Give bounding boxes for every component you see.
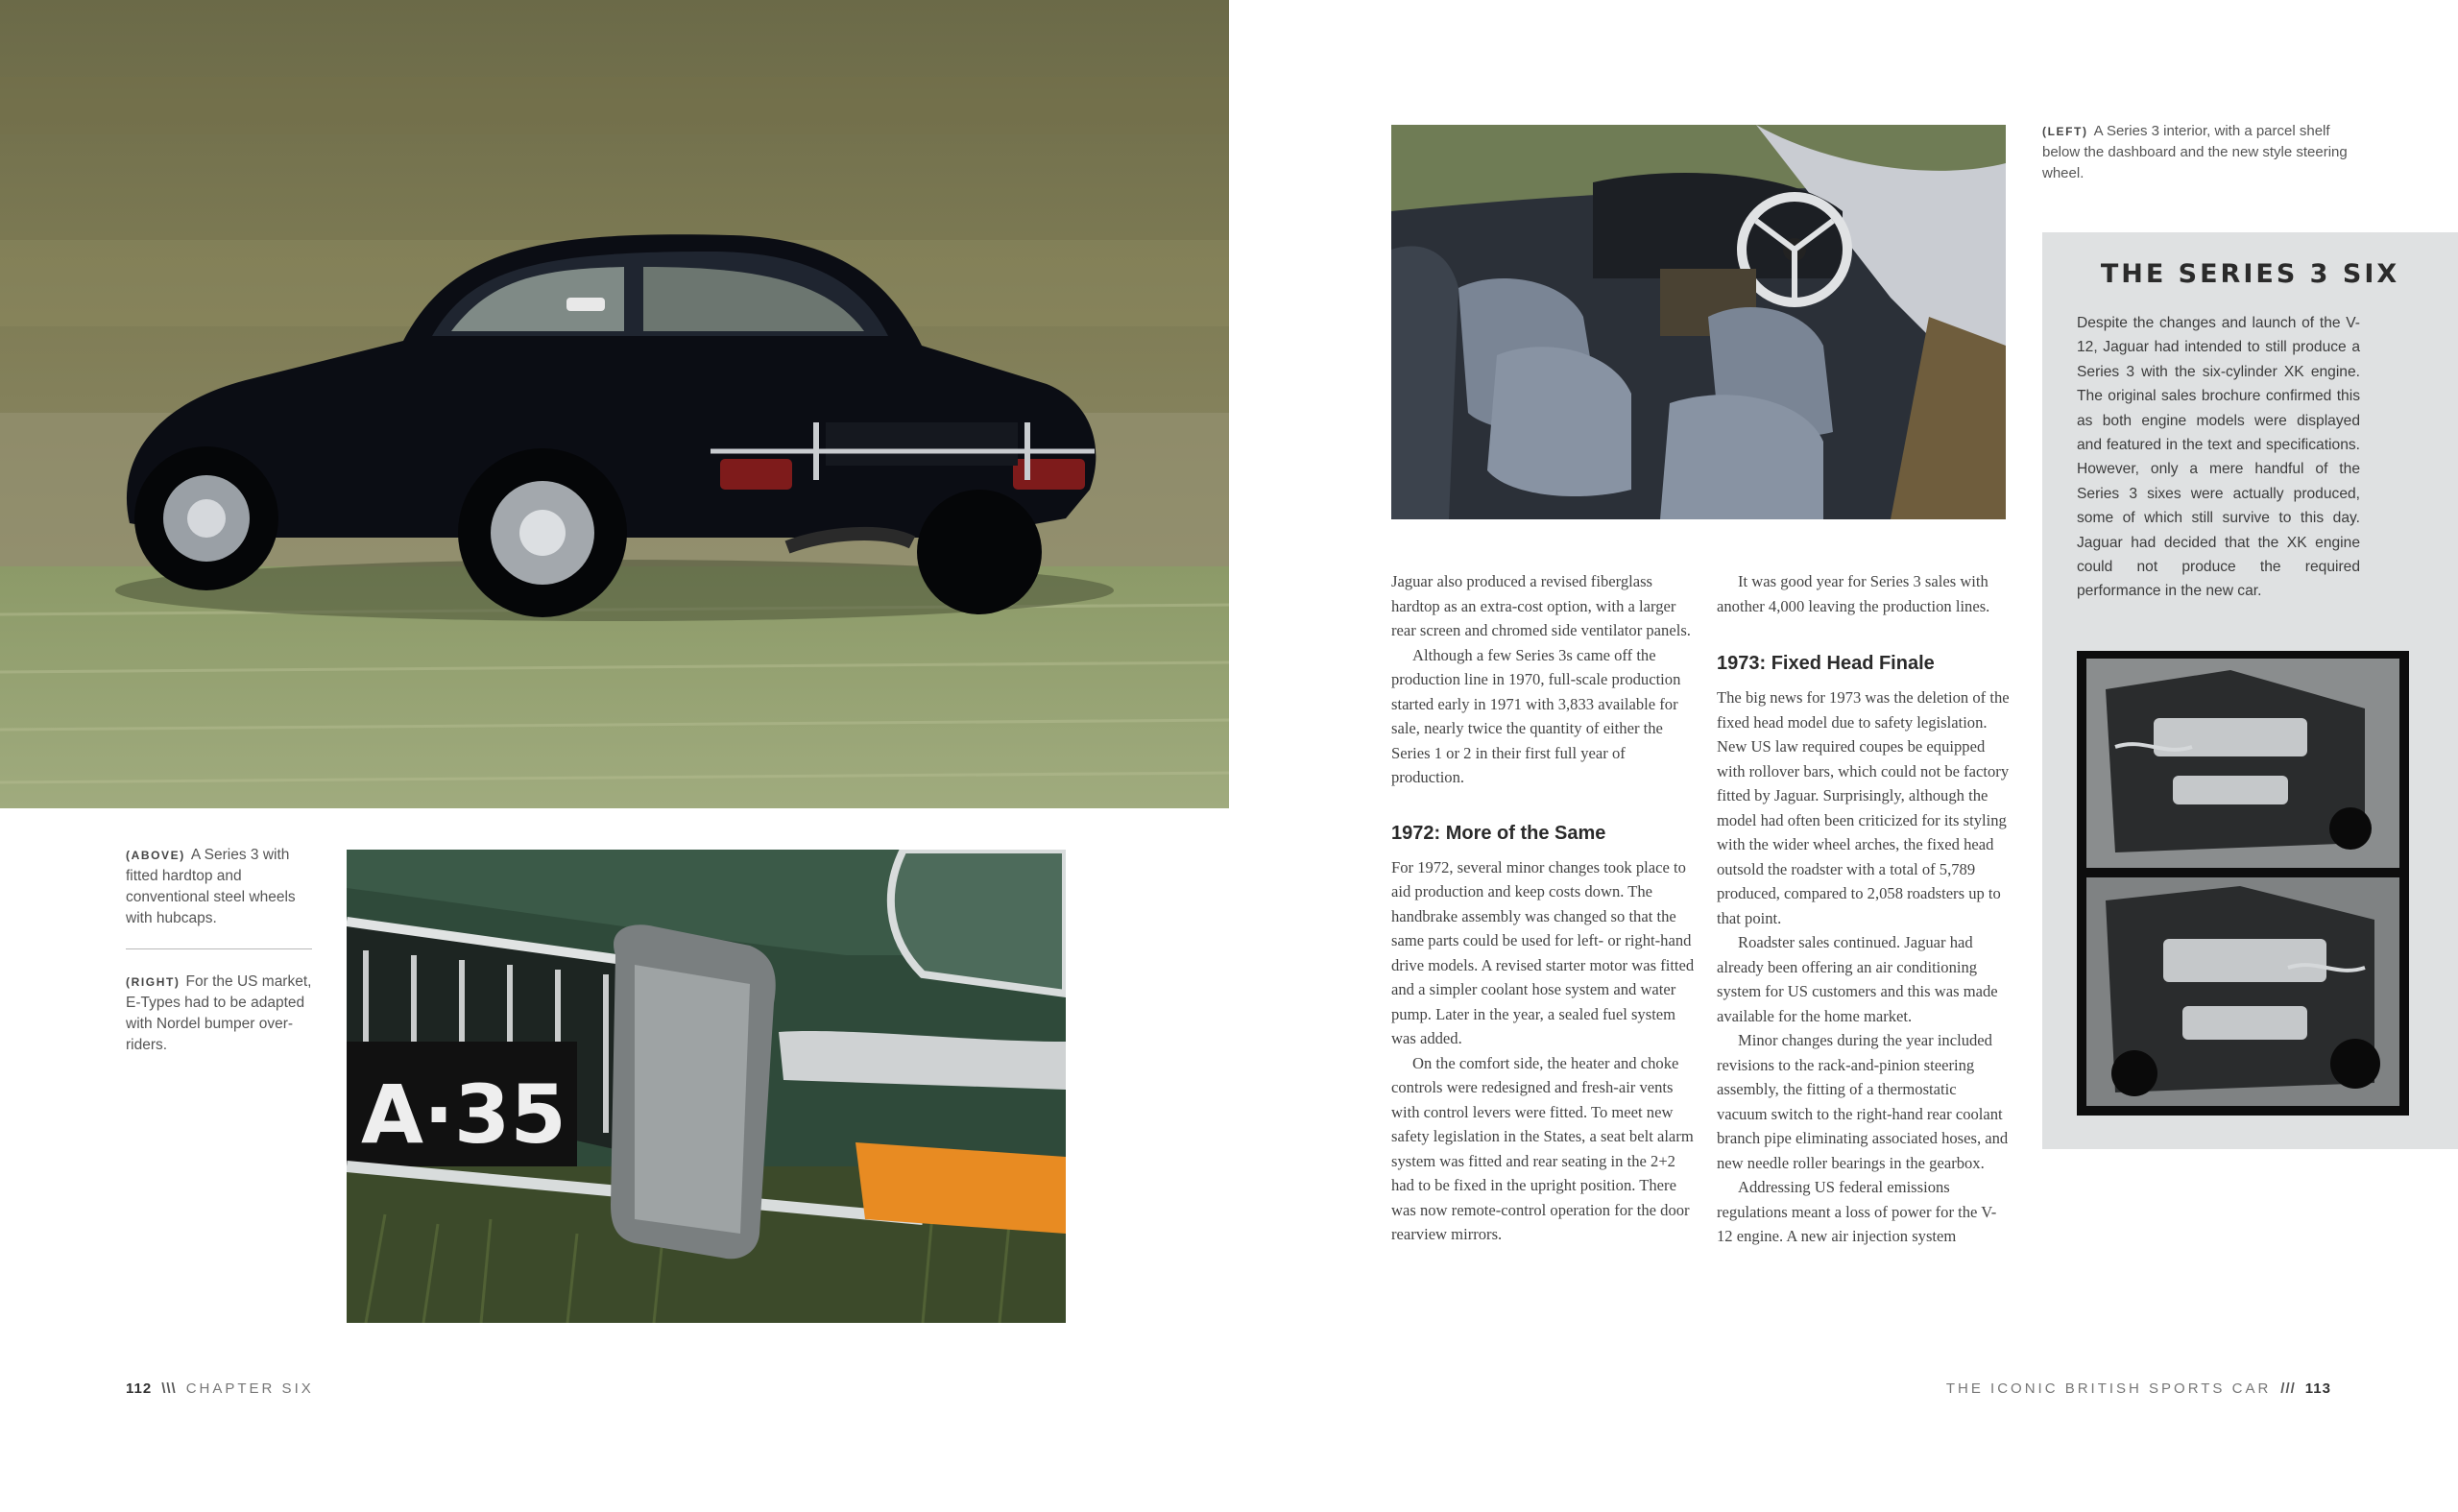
footer-separator: \\\ [161,1380,177,1397]
section-heading-1973: 1973: Fixed Head Finale [1717,653,1935,674]
paragraph: Addressing US federal emissions regulations meant a loss of power for the V-12 engine. A new air injection system [1717,1178,1997,1245]
caption-label: (RIGHT) [126,975,181,989]
caption-text: A Series 3 interior, with a parcel shelf below the dashboard and the new style steering wheel. [2042,123,2348,181]
paragraph: Roadster sales continued. Jaguar had already been offering an air conditioning system for US customers and this was made available for the home market. [1717,933,1998,1025]
paragraph: For 1972, several minor changes took place to aid production and keep costs down. The handbrake assembly was changed so that the same parts could be used for left- or right-hand drive models. A revised starter motor was fitted and a simpler coolant hose system and water pump. Later in the year, a sealed fuel system was added. [1391,857,1695,1047]
paragraph: Minor changes during the year included revisions to the rack-and-pinion steering assembly, the fitting of a thermostatic vacuum switch to the right-hand rear coolant branch pipe eliminating associated hoses, and new needle roller bearings in the gearbox. [1717,1031,2009,1172]
article-column-2 [1717,569,2010,1249]
footer-left [126,1380,314,1397]
paragraph: Although a few Series 3s came off the production line in 1970, full-scale production started early in 1971 with 3,833 available for sale, nearly twice the quantity of either the Series 1 or 2 in their first full year of production. [1391,645,1681,786]
paragraph: The big news for 1973 was the deletion of the fixed head model due to safety legislation. New US law required coupes be equipped with rollover bars, which could not be factory fitted by Jaguar. Surprisingly, although the model had often been criticized for its styling with the wider wheel arches, the fixed head outsold the roadster with a total of 5,789 produced, compared to 2,058 roadsters up to that point. [1717,688,2010,927]
photo-series3-interior [1391,125,2006,519]
page-number-left: 112 [126,1380,153,1397]
photo-black-etype [0,0,1229,808]
paragraph: Jaguar also produced a revised fiberglass hardtop as an extra-cost option, with a larger rear screen and chromed side ventilator panels. [1391,572,1691,639]
footer-separator: /// [2280,1380,2296,1397]
caption-right [126,972,313,1056]
chapter-title: CHAPTER SIX [185,1380,314,1397]
photo-bumper-overrider [347,850,1066,1323]
caption-text: A Series 3 with fitted hardtop and conventional steel wheels with hubcaps. [126,847,296,926]
page-number-right: 113 [2304,1380,2331,1397]
caption-left [2042,121,2364,184]
license-plate-text: A·35 [361,1068,566,1162]
paragraph: It was good year for Series 3 sales with another 4,000 leaving the production lines. [1717,572,1990,615]
photo-engine-bay-contact-sheet [2077,651,2409,1116]
footer-right [1946,1380,2331,1397]
caption-label: (ABOVE) [126,849,185,862]
caption-divider [126,948,312,949]
section-heading-1972: 1972: More of the Same [1391,822,1606,844]
caption-text: For the US market, E-Types had to be adapted with Nordel bumper over-riders. [126,973,312,1053]
sidebar-title: THE SERIES 3 SIX [2100,259,2400,289]
paragraph: On the comfort side, the heater and choke controls were redesigned and fresh-air vents with control levers were fitted. To meet new safety legislation in the States, a seat belt alarm system was fitted and rear seating in the 2+2 had to be fixed in the upright position. There was now remote-control operation for the door rearview mirrors. [1391,1053,1694,1243]
sidebar-body: Despite the changes and launch of the V-12, Jaguar had intended to still produce a Series 3 with the six-cylinder XK engine. The original sales brochure confirmed this as both engine models were displayed and featured in the text and specifications. However, only a mere handful of the Series 3 sixes were actually produced, some of which still survive to this day. Jaguar had decided that the XK engine could not produce the required performance in the new car. [2077,315,2360,600]
article-column-1 [1391,569,1699,1247]
caption-label: (LEFT) [2042,125,2088,138]
sidebar-series3-six [2042,232,2458,1149]
caption-above [126,845,313,929]
book-title: THE ICONIC BRITISH SPORTS CAR [1945,1380,2272,1397]
